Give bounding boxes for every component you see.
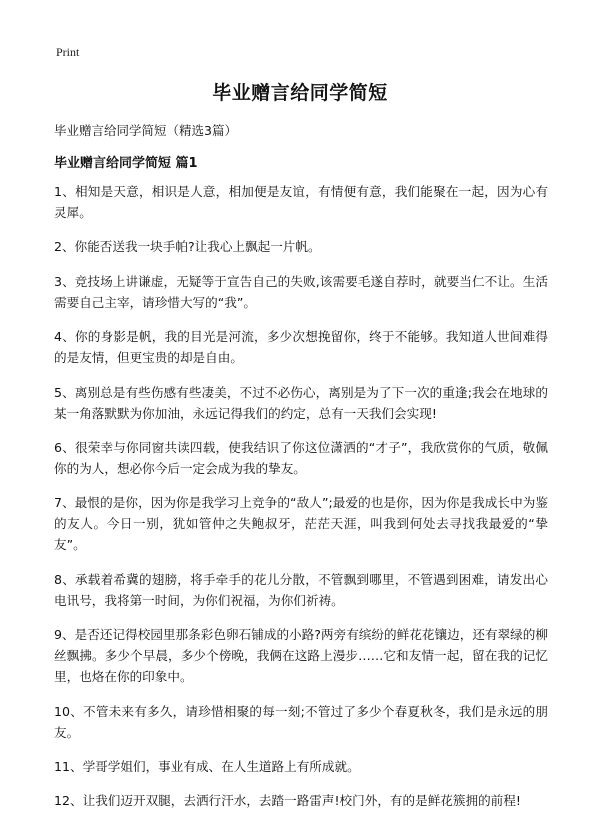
list-item: 3、竞技场上讲谦虚，无疑等于宣告自己的失败,该需要毛遂自荐时，就要当仁不让。生活需要自己主宰，请珍惜大写的“我”。 (54, 273, 548, 310)
list-item: 5、离别总是有些伤感有些凄美，不过不必伤心，离别是为了下一次的重逢;我会在地球的某一角落默默为你加油，永远记得我们的约定，总有一天我们会实现! (54, 384, 548, 421)
list-item: 9、是否还记得校园里那条彩色卵石铺成的小路?两旁有缤纷的鲜花花镶边，还有翠绿的柳丝飘拂。多少个早晨，多少个傍晚，我俩在这路上漫步……它和友情一起，留在我的记忆里，也烙在你的印象中。 (54, 627, 548, 685)
list-item: 12、让我们迈开双腿，去洒行汗水，去踏一路雷声!校门外，有的是鲜花簇拥的前程! (54, 793, 521, 809)
list-item: 4、你的身影是帆，我的目光是河流，多少次想挽留你，终于不能够。我知道人世间难得的是友情，但更宝贵的却是自由。 (54, 329, 548, 366)
list-item: 6、很荣幸与你同窗共读四载，使我结识了你这位潇洒的“才子”，我欣赏你的气质，敬佩你的为人，想必你今后一定会成为我的挚友。 (54, 439, 548, 476)
page-title: 毕业赠言给同学简短 (212, 82, 388, 104)
list-item: 10、不管未来有多久，请珍惜相聚的每一刻;不管过了多少个春夏秋冬，我们是永远的朋友。 (54, 703, 548, 740)
list-item: 11、学哥学姐们，事业有成、在人生道路上有所成就。 (54, 758, 360, 774)
list-item: 7、最恨的是你，因为你是我学习上竞争的“敌人”;最爱的也是你，因为你是我成长中为鉴的友人。今日一别，犹如管仲之失鲍叔牙，茫茫天涯，叫我到何处去寻找我最爱的“挚友”。 (54, 495, 548, 553)
message-list (54, 181, 548, 825)
list-item: 8、承载着希冀的翅膀，将手牵手的花儿分散，不管飘到哪里，不管遇到困难，请发出心电讯号，我将第一时间，为你们祝福，为你们祈祷。 (54, 571, 548, 608)
section-heading: 毕业赠言给同学简短 篇1 (54, 156, 198, 171)
document-subtitle: 毕业赠言给同学简短（精选3篇） (54, 123, 237, 138)
list-item: 2、你能否送我一块手帕?让我心上飘起一片帆。 (54, 239, 321, 255)
list-item: 1、相知是天意，相识是人意，相加便是友谊，有情便有意，我们能聚在一起，因为心有灵犀。 (54, 184, 548, 220)
print-label: Print (56, 45, 80, 59)
